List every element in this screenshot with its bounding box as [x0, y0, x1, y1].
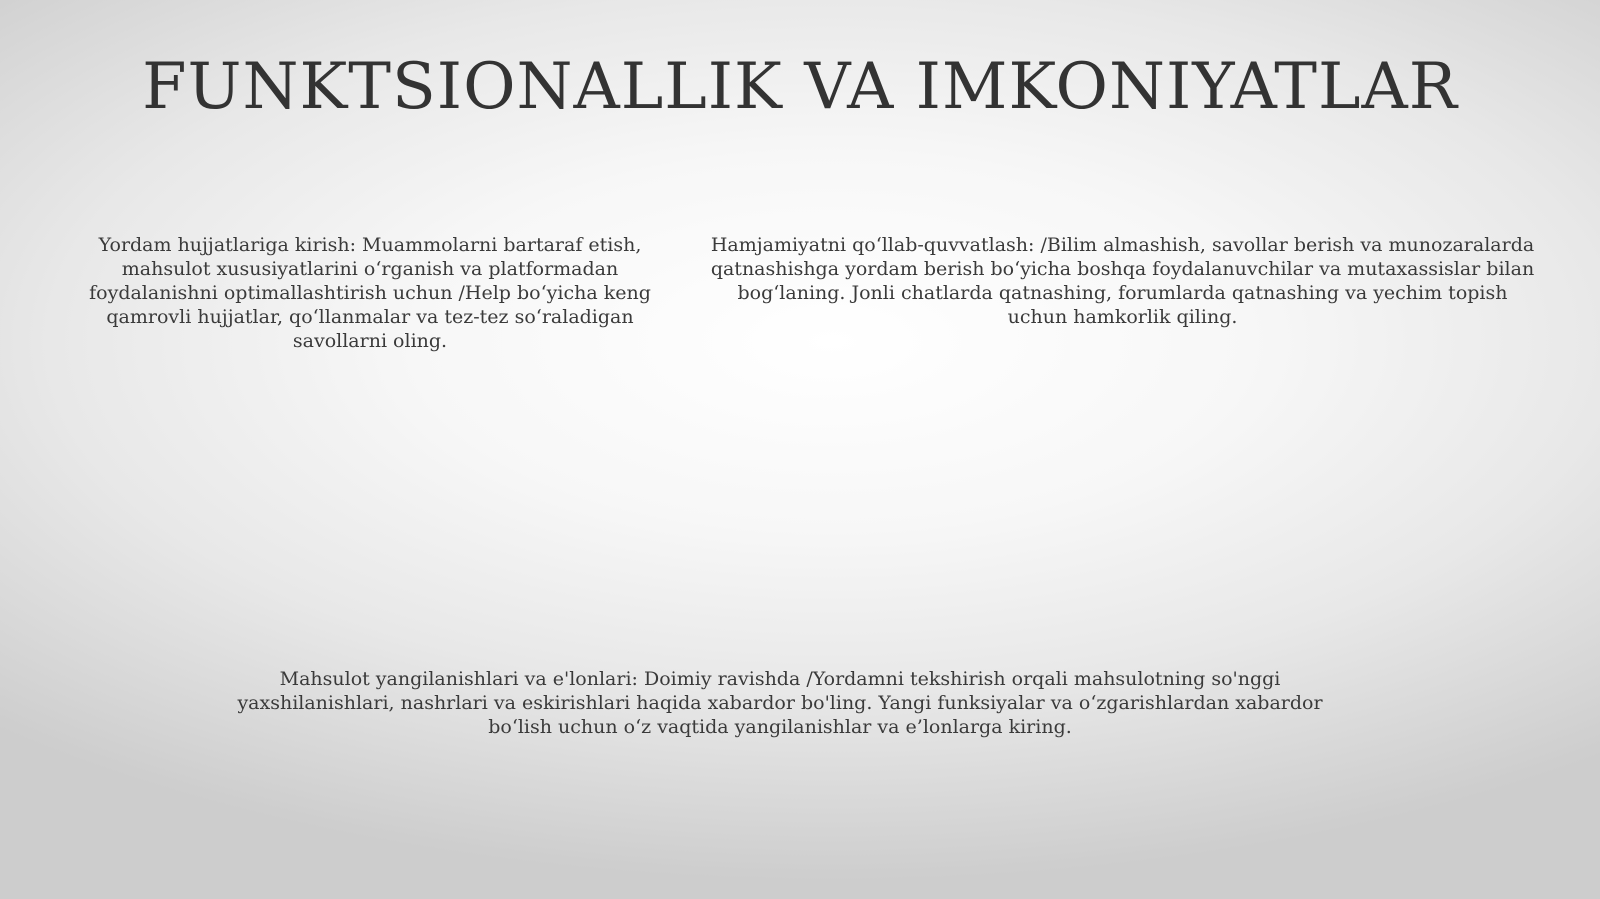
- help-docs-text: Yordam hujjatlariga kirish: Muammolarni bartaraf etish, mahsulot xususiyatlarini o‘rganish va platformadan foydalanishni optimallashtirish uchun /Help bo‘yicha keng qamrovli hujjatlar, qo‘llanmalar va tez-tez so‘raladigan savollarni oling.: [89, 234, 651, 352]
- community-support-text: Hamjamiyatni qo‘llab-quvvatlash: /Bilim almashish, savollar berish va munozaralarda qatnashishga yordam berish bo‘yicha boshqa foydalanuvchilar va mutaxassislar bilan bog‘laning. Jonli chatlarda qatnashing, forumlarda qatnashing va yechim topish uchun hamkorlik qiling.: [710, 234, 1535, 328]
- product-updates-text: Mahsulot yangilanishlari va e'lonlari: Doimiy ravishda /Yordamni tekshirish orqali mahsulotning so'nggi yaxshilanishlari, nashrlari va eskirishlari haqida xabardor bo'ling. Yangi funksiyalar va o‘zgarishlardan xabardor bo‘lish uchun o‘z vaqtida yangilanishlar va e’lonlarga kiring.: [237, 668, 1323, 738]
- slide-title: FUNKTSIONALLIK VA IMKONIYATLAR: [142, 50, 1458, 124]
